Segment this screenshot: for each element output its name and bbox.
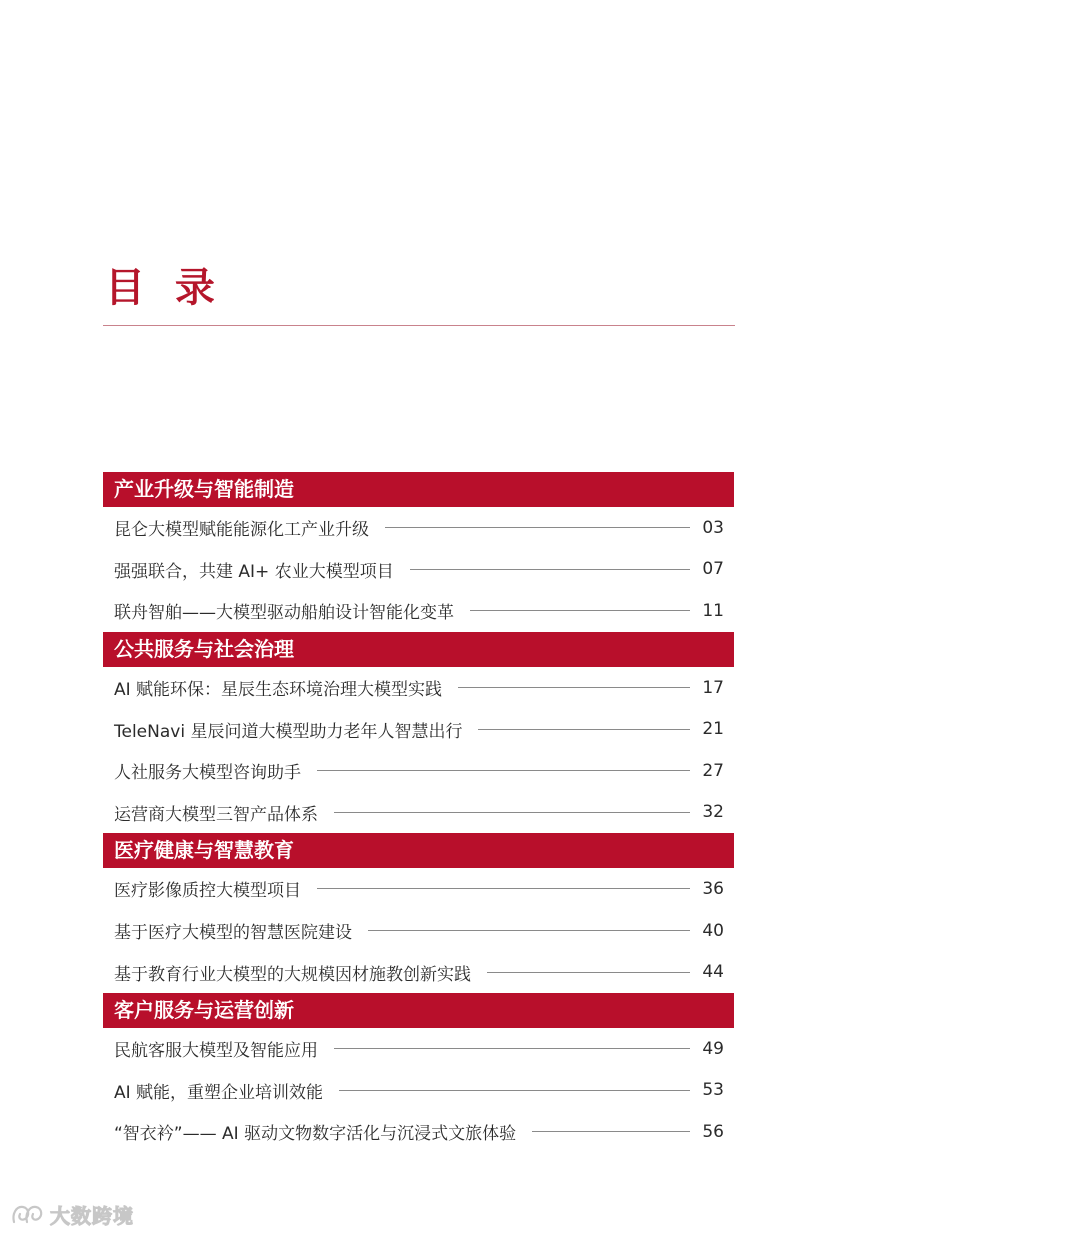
toc-entry-page: 03 — [702, 517, 724, 538]
toc-entry-page: 44 — [702, 962, 724, 983]
brand-logo-icon — [10, 1202, 44, 1228]
toc-entry-page: 11 — [702, 600, 724, 621]
toc-entry-page: 32 — [702, 802, 724, 823]
toc-entry[interactable] — [103, 750, 734, 792]
toc-entry-title: TeleNavi 星辰问道大模型助力老年人智慧出行 — [114, 721, 463, 742]
leader-line — [458, 687, 690, 688]
toc-entry[interactable] — [103, 507, 734, 549]
leader-line — [487, 972, 690, 973]
toc-entry-title: 人社服务大模型咨询助手 — [114, 763, 301, 784]
toc-entry-title: 联舟智舶——大模型驱动船舶设计智能化变革 — [114, 603, 454, 624]
toc-entry[interactable] — [103, 792, 734, 834]
toc-entry[interactable] — [103, 1070, 734, 1112]
title-divider — [103, 325, 735, 326]
table-of-contents — [103, 472, 734, 1153]
toc-entry-page: 53 — [702, 1080, 724, 1101]
toc-entry-title: 民航客服大模型及智能应用 — [114, 1041, 318, 1062]
toc-entry-page: 49 — [702, 1038, 724, 1059]
toc-entry[interactable] — [103, 951, 734, 993]
toc-entry-title: 医疗影像质控大模型项目 — [114, 881, 301, 902]
toc-entry-title: AI 赋能，重塑企业培训效能 — [114, 1082, 324, 1103]
leader-line — [410, 569, 690, 570]
toc-entry-title: 强强联合，共建 AI+ 农业大模型项目 — [114, 561, 394, 582]
leader-line — [368, 930, 690, 931]
toc-entry-title: 运营商大模型三智产品体系 — [114, 804, 318, 825]
toc-entry[interactable] — [103, 667, 734, 709]
leader-line — [317, 770, 690, 771]
toc-entry[interactable] — [103, 910, 734, 952]
leader-line — [339, 1090, 690, 1091]
toc-entry-page: 21 — [702, 719, 724, 740]
toc-entry-page: 56 — [702, 1121, 724, 1142]
leader-line — [317, 888, 690, 889]
toc-entry-page: 07 — [702, 559, 724, 580]
toc-entry-title: 昆仑大模型赋能能源化工产业升级 — [114, 520, 369, 541]
watermark — [10, 1200, 134, 1229]
toc-entry-page: 17 — [702, 677, 724, 698]
toc-entry[interactable] — [103, 590, 734, 632]
toc-entry[interactable] — [103, 1111, 734, 1153]
toc-entry[interactable] — [103, 708, 734, 750]
section-heading-industry: 产业升级与智能制造 — [103, 472, 734, 507]
toc-entry-page: 40 — [702, 920, 724, 941]
leader-line — [334, 812, 690, 813]
leader-line — [334, 1048, 690, 1049]
toc-entry-title: “智衣衿”—— AI 驱动文物数字活化与沉浸式文旅体验 — [114, 1124, 517, 1145]
leader-line — [470, 610, 690, 611]
toc-entry-page: 27 — [702, 760, 724, 781]
toc-entry-title: AI 赋能环保：星辰生态环境治理大模型实践 — [114, 680, 443, 701]
leader-line — [532, 1131, 690, 1132]
leader-line — [385, 527, 690, 528]
toc-entry[interactable] — [103, 1028, 734, 1070]
toc-entry-title: 基于教育行业大模型的大规模因材施教创新实践 — [114, 964, 471, 985]
page-title: 目 录 — [105, 265, 223, 311]
toc-entry-page: 36 — [702, 878, 724, 899]
leader-line — [478, 729, 690, 730]
toc-entry[interactable] — [103, 868, 734, 910]
section-heading-healthcare-education: 医疗健康与智慧教育 — [103, 833, 734, 868]
toc-entry-title: 基于医疗大模型的智慧医院建设 — [114, 923, 352, 944]
watermark-text: 大数跨境 — [50, 1204, 134, 1228]
section-heading-customer-service: 客户服务与运营创新 — [103, 993, 734, 1028]
toc-entry[interactable] — [103, 549, 734, 591]
section-heading-public-service: 公共服务与社会治理 — [103, 632, 734, 667]
